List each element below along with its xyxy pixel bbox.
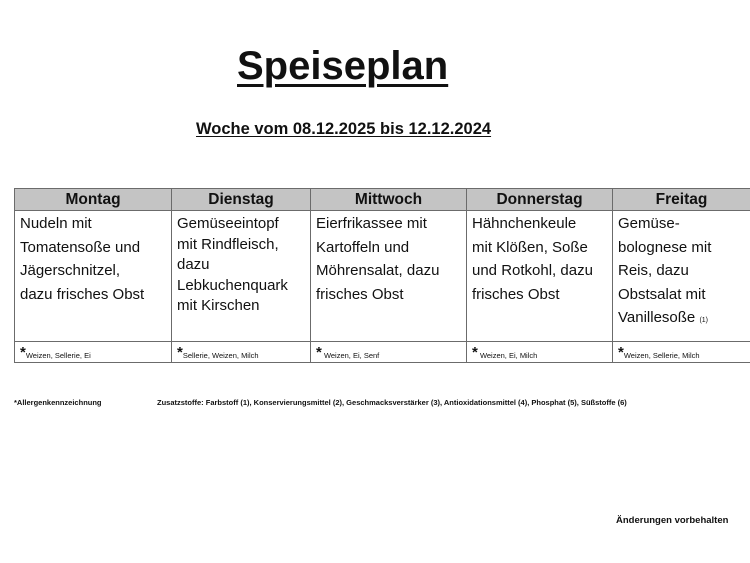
allergen-row bbox=[15, 342, 750, 363]
meal-line: Reis, dazu bbox=[618, 262, 689, 279]
allergen-cell-montag bbox=[15, 342, 172, 363]
allergen-legend-label: *Allergenkennzeichnung bbox=[14, 398, 102, 407]
meal-plan-table bbox=[14, 188, 750, 363]
meal-line: mit Rindfleisch, bbox=[177, 235, 279, 253]
asterisk-icon: * bbox=[618, 343, 624, 361]
day-header-freitag: Freitag bbox=[613, 189, 750, 211]
asterisk-icon: * bbox=[472, 343, 478, 361]
additive-marker: (1) bbox=[699, 317, 708, 324]
meal-line bbox=[618, 306, 747, 333]
meal-line: mit Kirschen bbox=[177, 297, 260, 314]
meal-line: Möhrensalat, dazu bbox=[316, 262, 440, 279]
meal-line: Tomatensoße und bbox=[20, 238, 141, 256]
allergen-list: Weizen, Ei, Milch bbox=[479, 350, 538, 360]
meal-line: dazu frisches Obst bbox=[20, 285, 145, 303]
allergen-cell-donnerstag bbox=[467, 342, 613, 363]
meal-line: Nudeln mit bbox=[20, 215, 92, 232]
meal-line: dazu bbox=[177, 256, 210, 273]
meal-line: und Rotkohl, dazu bbox=[472, 262, 593, 279]
day-header-row bbox=[15, 189, 750, 211]
meal-line: Obstsalat mit bbox=[618, 285, 706, 303]
day-header-montag: Montag bbox=[15, 189, 172, 211]
meal-line: Lebkuchenquark bbox=[177, 276, 288, 294]
meal-line: Kartoffeln und bbox=[316, 238, 410, 256]
meal-line: Gemüseeintopf bbox=[177, 215, 279, 232]
allergen-list: Weizen, Ei, Senf bbox=[323, 350, 380, 360]
allergen-cell-dienstag bbox=[172, 342, 311, 363]
meal-row bbox=[15, 211, 750, 342]
asterisk-icon: * bbox=[177, 343, 183, 361]
asterisk-icon: * bbox=[20, 343, 26, 361]
meal-line: bolognese mit bbox=[618, 238, 712, 256]
allergen-cell-freitag bbox=[613, 342, 750, 363]
additives-legend: Zusatzstoffe: Farbstoff (1), Konservierungsmittel (2), Geschmacksverstärker (3), Antioxidationsmittel (4), Phosphat (5), Süßstoffe (6) bbox=[157, 398, 627, 407]
asterisk-icon: * bbox=[316, 343, 322, 361]
meal-cell-montag bbox=[15, 211, 172, 342]
allergen-cell-mittwoch bbox=[311, 342, 467, 363]
day-header-dienstag: Dienstag bbox=[172, 189, 311, 211]
meal-line: Hähnchenkeule bbox=[472, 215, 577, 232]
meal-cell-freitag bbox=[613, 211, 750, 342]
allergen-list: Weizen, Sellerie, Ei bbox=[25, 350, 91, 360]
allergen-list: Weizen, Sellerie, Milch bbox=[623, 350, 700, 360]
meal-line: frisches Obst bbox=[472, 285, 560, 303]
meal-cell-donnerstag bbox=[467, 211, 613, 342]
meal-line: Jägerschnitzel, bbox=[20, 262, 121, 279]
page-title: Speiseplan bbox=[237, 44, 449, 88]
meal-line: Eierfrikassee mit bbox=[316, 215, 427, 232]
week-range-subtitle: Woche vom 08.12.2025 bis 12.12.2024 bbox=[196, 120, 492, 138]
meal-line: mit Klößen, Soße bbox=[472, 238, 588, 256]
day-header-mittwoch: Mittwoch bbox=[311, 189, 467, 211]
meal-line: Gemüse- bbox=[618, 215, 680, 232]
meal-line: frisches Obst bbox=[316, 285, 404, 303]
meal-line-text: Vanillesoße bbox=[618, 309, 696, 326]
day-header-donnerstag: Donnerstag bbox=[467, 189, 613, 211]
allergen-list: Sellerie, Weizen, Milch bbox=[182, 350, 259, 360]
meal-cell-mittwoch bbox=[311, 211, 467, 342]
changes-reserved-note: Änderungen vorbehalten bbox=[616, 515, 729, 526]
meal-cell-dienstag bbox=[172, 211, 311, 342]
